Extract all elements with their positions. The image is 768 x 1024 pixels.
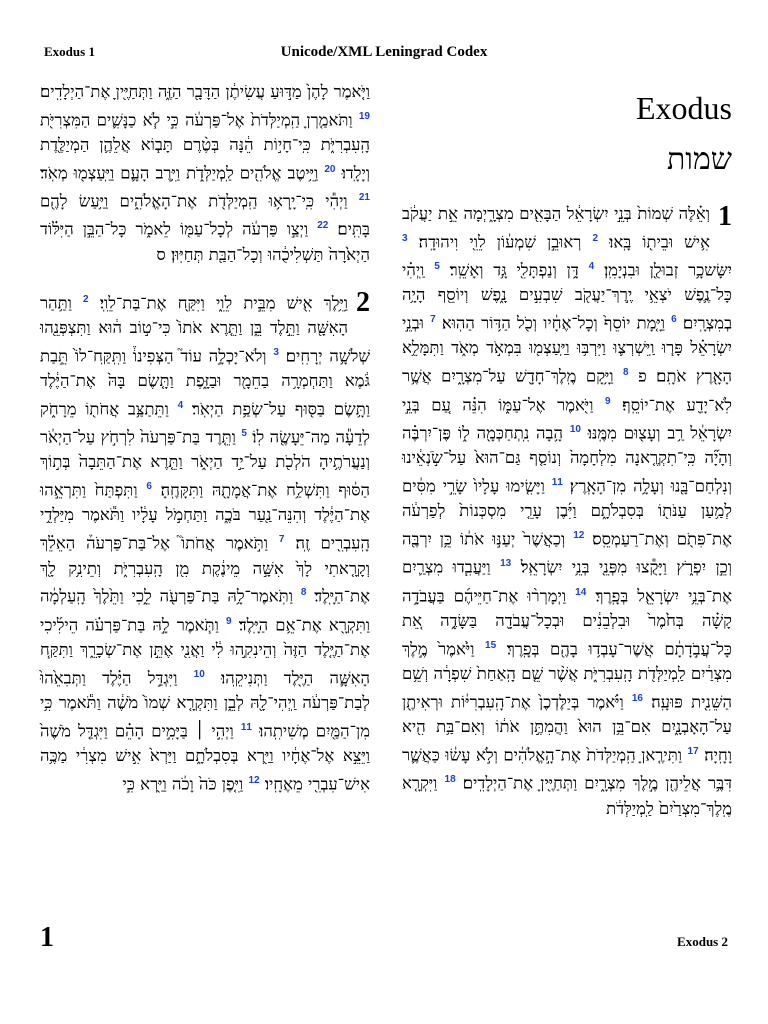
verse-number: 2 bbox=[83, 293, 89, 305]
verse-text: וְכַאֲשֶׁר֙ יְעַנּ֣וּ אֹת֔וֹ כֵּ֥ן יִרְבֶּ֖ה וְכֵ֣ן יִפְרֹ֑ץ וַיָּקֻ֕צוּ מִפְּנֵ֖י בְּנֵ֥י יִשְׂרָאֵֽל׃ bbox=[402, 529, 732, 577]
running-header-title: Unicode/XML Leningrad Codex bbox=[280, 44, 488, 60]
verse-number: 12 bbox=[573, 530, 585, 542]
verse-text: וַיְצַ֣ו פַּרְעֹ֔ה לְכָל־עַמּ֖וֹ לֵאמֹ֑ר כָּל־הַבֵּ֣ן הַיִּלּ֗וֹד הַיְאֹ֙רָה֙ תַּשְׁלִיכֻ֔הוּ וְכָל־הַבַּ֖ת תְּחַיּֽוּן׃ ס bbox=[40, 219, 370, 264]
verse-number: 3 bbox=[273, 346, 279, 358]
verse-text: רְאוּבֵ֣ן שִׁמְע֔וֹן לֵוִ֖י וִיהוּדָֽה׃ bbox=[418, 232, 582, 252]
verse-number: 21 bbox=[358, 192, 370, 204]
verse-text: וַיֹּ֗אמֶר בְּיַלֶּדְכֶן֙ אֶת־הָֽעִבְרִיּ֔וֹת וּרְאִיתֶ֖ן עַל־הָאָבְנָ֑יִם אִם־בֵּ֥ן הוּא֙ וַהֲמִתֶּ֣ן אֹת֔וֹ וְאִם־בַּ֥ת הִ֖יא וָחָֽיָה׃ bbox=[402, 692, 732, 765]
verse-text: יִשָּׂשכָ֥ר זְבוּלֻ֖ן וּבִנְיָמִֽן׃ bbox=[603, 260, 732, 280]
page-number: 1 bbox=[40, 922, 54, 953]
verse-text: הָ֥בָה נִֽתְחַכְּמָ֖ה ל֑וֹ פֶּן־יִרְבֶּ֗ה וְהָיָ֞ה כִּֽי־תִקְרֶ֤אנָה מִלְחָמָה֙ וְנוֹסַ֤ף גַּם־הוּא֙ עַל־שֹׂ֣נְאֵ֔ינוּ וְנִלְחַם־בָּ֖נוּ וְעָלָ֥ה מִן־הָאָֽרֶץ׃ bbox=[402, 423, 732, 496]
verse-number: 8 bbox=[300, 587, 307, 599]
verse-number: 10 bbox=[193, 668, 205, 680]
chapter-1-continuation bbox=[40, 80, 370, 268]
verse-number: 19 bbox=[358, 110, 370, 122]
verse-text: וַֽיְהִ֗י כָּל־נֶ֛פֶשׁ יֹצְאֵ֥י יֶֽרֶךְ־יַעֲקֹ֖ב שִׁבְעִ֣ים נָ֑פֶשׁ וְיוֹסֵ֖ף הָיָ֥ה בְמִצְרָֽיִם׃ bbox=[402, 260, 733, 333]
verse-text: וַיִּגְדַּ֣ל הַיֶּ֗לֶד וַתְּבִאֵ֙הוּ֙ לְבַת־פַּרְעֹ֔ה וַֽיְהִי־לָ֖הּ לְבֵ֑ן וַתִּקְרָ֤א שְׁמוֹ֙ מֹשֶׁ֔ה וַתֹּ֕אמֶר כִּ֥י מִן־הַמַּ֖יִם מְשִׁיתִֽהוּ׃ bbox=[40, 668, 370, 741]
verse-text: וַיַּעֲבִ֧דוּ מִצְרַ֛יִם אֶת־בְּנֵ֥י יִשְׂרָאֵ֖ל בְּפָֽרֶךְ׃ bbox=[402, 557, 733, 606]
book-title-english: Exodus bbox=[636, 90, 732, 126]
book-title-hebrew: שמות bbox=[667, 142, 732, 177]
verse-number: 9 bbox=[225, 615, 232, 627]
verse-text: וַיֵּ֥יטֶב אֱלֹהִ֖ים לַֽמְיַלְּדֹ֑ת וַיִּ֥רֶב הָעָ֛ם וַיַּֽעַצְמ֖וּ מְאֹֽד׃ bbox=[40, 163, 319, 183]
chapter-2-text bbox=[40, 288, 370, 798]
verse-text: וַיֵּ֥לֶךְ אִ֖ישׁ מִבֵּ֣ית לֵוִ֑י וַיִּקַּ֖ח אֶת־בַּת־לֵוִֽי׃ bbox=[99, 293, 348, 313]
verse-number: 4 bbox=[588, 261, 595, 273]
verse-number: 6 bbox=[146, 481, 152, 493]
verse-number: 2 bbox=[592, 232, 599, 244]
chapter-gap bbox=[40, 268, 370, 288]
verse-text: וַיְהִ֣י ׀ בַּיָּמִ֣ים הָהֵ֗ם וַיִּגְדַּ֤ל מֹשֶׁה֙ וַיֵּצֵ֣א אֶל־אֶחָ֔יו וַיַּ֖רְא בְּסִבְלֹתָ֑ם וַיַּרְא֙ אִ֣ישׁ מִצְרִ֔י מַכֶּ֥ה אִישׁ־עִבְרִ֖י מֵאֶחָֽיו׃ bbox=[40, 721, 370, 794]
verse-text: וַיִּ֤פֶן כֹּה֙ וָכֹ֔ה וַיַּ֖רְא כִּ֣י bbox=[122, 774, 244, 794]
verse-text: וַתִּירֶ֤אןָ הַֽמְיַלְּדֹת֙ אֶת־הָ֣אֱלֹהִ֔ים וְלֹ֣א עָשׂ֔וּ כַּאֲשֶׁ֛ר דִּבֶּ֥ר אֲלֵיהֶ֖ן מֶ֣לֶךְ מִצְרָ֑יִם וַתְּחַיֶּ֖יןָ אֶת־הַיְלָדִֽים׃ bbox=[402, 745, 733, 793]
verse-number: 11 bbox=[240, 721, 252, 733]
verse-text: וַתֹּ֧אמֶר לָ֣הּ בַּת־פַּרְעֹ֗ה הֵילִ֜יכִי אֶת־הַיֶּ֤לֶד הַזֶּה֙ וְהֵינִקִ֣הוּ לִ֔י וַאֲנִ֖י אֶתֵּ֣ן אֶת־שְׂכָרֵ֑ךְ וַתִּקַּ֧ח הָאִשָּׁ֛ה הַיֶּ֖לֶד וַתְּנִיקֵֽהוּ׃ bbox=[40, 615, 371, 688]
verse-text: וּבְנֵ֣י יִשְׂרָאֵ֗ל פָּר֧וּ וַֽיִּשְׁרְצ֛וּ וַיִּרְבּ֥וּ וַיַּֽעַצְמ֖וּ בִּמְאֹ֣ד מְאֹ֑ד וַתִּמָּלֵ֥א הָאָ֖רֶץ אֹתָֽם׃ פ bbox=[402, 313, 732, 386]
verse-text: וַיֹּ֖אמֶר אֶל־עַמּ֑וֹ הִנֵּ֗ה עַ֚ם בְּנֵ֣י יִשְׂרָאֵ֔ל רַ֥ב וְעָצ֖וּם מִמֶּֽנּוּ׃ bbox=[402, 395, 732, 443]
verse-text: וַיֹּ֙אמֶר֙ מֶ֣לֶךְ מִצְרַ֔יִם לַֽמְיַלְּדֹ֖ת הָֽעִבְרִיֹּ֑ת אֲשֶׁ֨ר שֵׁ֤ם הָֽאַחַת֙ שִׁפְרָ֔ה וְשֵׁ֥ם הַשֵּׁנִ֖ית פּוּעָֽה׃ bbox=[402, 639, 732, 712]
verse-text: וַיְמָרְר֨וּ אֶת־חַיֵּיהֶ֜ם בַּעֲבֹדָ֣ה קָשָׁ֗ה בְּחֹ֙מֶר֙ וּבִלְבֵנִ֔ים וּבְכָל־עֲבֹדָ֖ה בַּשָּׂדֶ֑ה אֵ֚ת כָּל־עֲבֹ֣דָתָ֔ם אֲשֶׁר־עָבְד֥וּ בָהֶ֖ם בְּפָֽרֶךְ׃ bbox=[402, 586, 733, 659]
verse-text: וַתֹּאמַ֤רְןָ הַֽמְיַלְּדֹת֙ אֶל־פַּרְעֹ֔ה כִּ֣י לֹ֧א כַנָּשִׁ֛ים הַמִּצְרִיֹּ֖ת הָֽעִבְרִיֹּ֑ת כִּֽי־חָי֣וֹת הֵ֔נָּה בְּטֶ֨רֶם תָּב֧וֹא אֲלֵהֶ֛ן הַמְיַלֶּ֖דֶת וְיָלָֽדוּ׃ bbox=[40, 110, 370, 183]
verse-text: וַתֵּ֤רֶד בַּת־פַּרְעֹה֙ לִרְחֹ֣ץ עַל־הַיְאֹ֔ר וְנַעֲרֹתֶ֥יהָ הֹלְכֹ֖ת עַל־יַ֣ד הַיְאֹ֑ר וַתֵּ֤רֶא אֶת־הַתֵּבָה֙ בְּת֣וֹךְ הַסּ֔וּף וַתִּשְׁלַ֥ח אֶת־אֲמָתָ֖הּ וַתִּקָּחֶֽהָ׃ bbox=[40, 427, 370, 500]
chapter-number: 1 bbox=[718, 201, 732, 232]
verse-text: וַיָּ֥קָם מֶֽלֶךְ־חָדָ֖שׁ עַל־מִצְרָ֑יִם אֲשֶׁ֥ר לֹֽא־יָדַ֖ע אֶת־יוֹסֵֽף׃ bbox=[402, 366, 733, 415]
verse-text: וַיָּ֤מָת יוֹסֵף֙ וְכָל־אֶחָ֔יו וְכֹ֖ל הַדּ֥וֹר הַהֽוּא׃ bbox=[441, 313, 665, 333]
verse-text: וְלֹא־יָכְלָ֣ה עוֹד֮ הַצְּפִינוֹ֒ וַתִּֽקַּֽח־לוֹ֙ תֵּ֣בַת גֹּ֔מֶא וַתַּחְמְרָ֥ה בַחֵמָ֖ר וּבַזָּ֑פֶת וַתָּ֤שֶׂם בָּהּ֙ אֶת־הַיֶּ֔לֶד וַתָּ֥שֶׂם בַּסּ֖וּף עַל־שְׂפַ֥ת הַיְאֹֽר׃ bbox=[40, 346, 370, 419]
verse-number: 16 bbox=[631, 692, 643, 704]
running-footer-right: Exodus 2 bbox=[677, 934, 728, 949]
verse-number: 20 bbox=[324, 163, 336, 175]
verse-number: 4 bbox=[177, 399, 184, 411]
verse-number: 17 bbox=[687, 745, 699, 757]
verse-number: 15 bbox=[485, 639, 497, 651]
verse-text: וַיָּשִׂ֤ימוּ עָלָיו֙ שָׂרֵ֣י מִסִּ֔ים לְמַ֥עַן עַנֹּת֖וֹ בְּסִבְלֹתָ֑ם וַיִּ֜בֶן עָרֵ֤י מִסְכְּנוֹת֙ לְפַרְעֹ֔ה אֶת־פִּתֹ֖ם וְאֶת־רַעַמְסֵֽס׃ bbox=[402, 476, 732, 549]
verse-text: וַתִּפְתַּח֙ וַתִּרְאֵ֣הוּ אֶת־הַיֶּ֔לֶד וְהִנֵּה־נַ֖עַר בֹּכֶ֑ה וַתַּחְמֹ֣ל עָלָ֔יו וַתֹּ֕אמֶר מִיַּלְדֵ֥י הָֽעִבְרִ֖ים זֶֽה׃ bbox=[40, 480, 371, 553]
verse-text: דָּ֥ן וְנַפְתָּלִ֖י גָּ֥ד וְאָשֵֽׁר׃ bbox=[449, 260, 579, 280]
verse-number: 10 bbox=[569, 423, 581, 435]
verse-text: וַתֹּ֣אמֶר אֲחֹתוֹ֮ אֶל־בַּת־פַּרְעֹה֒ הַאֵלֵ֗ךְ וְקָרָ֤אתִי לָךְ֙ אִשָּׁ֣ה מֵינֶ֔קֶת מִ֖ן הָֽעִבְרִיֹּ֑ת וְתֵינִ֥ק לָ֖ךְ אֶת־הַיָּֽלֶד׃ bbox=[40, 533, 370, 606]
verse-number: 18 bbox=[444, 774, 456, 786]
left-column bbox=[40, 80, 370, 797]
chapter-number: 2 bbox=[356, 286, 370, 318]
verse-text: וְאֵ֗לֶּה שְׁמוֹת֙ בְּנֵ֣י יִשְׂרָאֵ֔ל הַבָּאִ֖ים מִצְרָ֑יְמָה אֵ֣ת יַעֲקֹ֔ב אִ֥ישׁ וּבֵית֖וֹ בָּֽאוּ׃ bbox=[402, 204, 711, 252]
verse-number: 7 bbox=[430, 314, 436, 326]
verse-text: וַתֵּתַצַּ֥ב אֲחֹת֖וֹ מֵרָחֹ֑ק לְדֵעָ֕ה מַה־יֵּעָשֶׂ֖ה לֽוֹ׃ bbox=[40, 399, 370, 447]
verse-text: וַיִּקְרָ֤א מֶֽלֶךְ־מִצְרַ֙יִם֙ לַֽמְיַלְּדֹ֔ת bbox=[402, 773, 732, 818]
verse-text: וַתֹּֽאמֶר־לָ֥הּ בַּת־פַּרְעֹ֖ה לֵ֑כִי וַתֵּ֙לֶךְ֙ הָֽעַלְמָ֔ה וַתִּקְרָ֖א אֶת־אֵ֥ם הַיָּֽלֶד׃ bbox=[40, 586, 371, 635]
chapter-1-text bbox=[402, 202, 732, 821]
verse-text: וַיֹּ֤אמֶר לָהֶן֙ מַדּ֣וּעַ עֲשִׂיתֶ֔ן הַדָּבָ֖ר הַזֶּ֑ה וַתְּחַיֶּ֖יןָ אֶת־הַיְלָדִֽים׃ bbox=[40, 82, 370, 101]
verse-number: 5 bbox=[434, 261, 440, 273]
verse-number: 7 bbox=[278, 534, 285, 546]
verse-number: 22 bbox=[317, 220, 329, 232]
verse-number: 13 bbox=[500, 558, 512, 570]
verse-number: 6 bbox=[671, 314, 677, 326]
verse-number: 8 bbox=[623, 367, 629, 379]
verse-text: וַתַּ֥הַר הָאִשָּׁ֖ה וַתֵּ֣לֶד בֵּ֑ן וַתֵּ֤רֶא אֹתוֹ֙ כִּי־ט֣וֹב ה֔וּא וַתִּצְפְּנֵ֖הוּ שְׁלֹשָׁ֥ה יְרָחִֽים׃ bbox=[40, 293, 370, 366]
running-header-left: Exodus 1 bbox=[44, 44, 95, 59]
right-column bbox=[402, 84, 732, 821]
verse-text: וַיְהִ֕י כִּֽי־יָֽרְא֥וּ הַֽמְיַלְּדֹ֖ת אֶת־הָאֱלֹהִ֑ים וַיַּ֥עַשׂ לָהֶ֖ם בָּתִּֽים׃ bbox=[40, 191, 371, 239]
verse-number: 14 bbox=[575, 586, 587, 598]
verse-number: 5 bbox=[241, 428, 247, 440]
verse-number: 9 bbox=[605, 395, 611, 407]
verse-number: 12 bbox=[248, 774, 260, 786]
verse-number: 11 bbox=[551, 476, 563, 488]
verse-number: 3 bbox=[402, 232, 408, 244]
